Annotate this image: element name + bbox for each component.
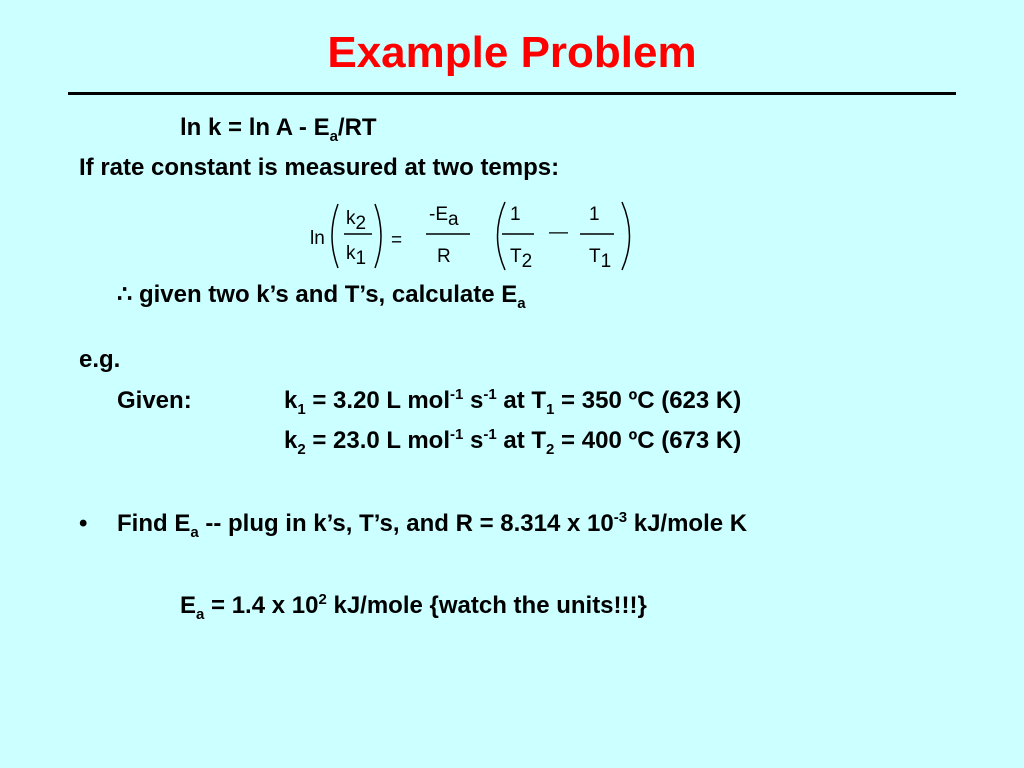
eq-k2: k2 [346, 208, 367, 234]
left-paren [332, 204, 338, 268]
eq-neg-ea: -Ea [429, 204, 459, 230]
therefore-statement [117, 280, 526, 312]
subscript: a [517, 295, 526, 312]
answer-line: $E_a = 1.4$ x $10^2$ kJ/mole {watch the units!!!} [180, 591, 647, 623]
two-point-arrhenius-equation [300, 198, 650, 278]
eq-k1: k1 [346, 243, 367, 269]
eg-label: e.g. [79, 346, 121, 373]
eq-subscript: a [329, 128, 338, 145]
therefore-icon: ∴ [117, 281, 133, 308]
therefore-text: given two k’s and T’s, calculate E [132, 281, 518, 308]
given-row-2: $k_2 = 23.0$ L mol$^{-1}$ $s^{-1}$ at $T_2 = 400$ ºC (673 K) [284, 426, 742, 458]
two-temps-statement: If rate constant is measured at two temps: [79, 154, 560, 181]
right-paren [622, 202, 630, 270]
slide-title: Example Problem [327, 28, 697, 77]
eq-minus: — [549, 222, 568, 243]
left-paren [498, 202, 506, 270]
eq-one: 1 [510, 204, 521, 225]
eq-part: /RT [337, 114, 377, 141]
eq-t1: T1 [589, 246, 612, 272]
title-divider [68, 92, 956, 95]
eq-one: 1 [589, 204, 600, 225]
given-row-1: $k_1 = 3.20$ L mol$^{-1}$ $s^{-1}$ at $T_1 = 350$ ºC (623 K) [284, 386, 742, 418]
given-label: Given: [117, 387, 192, 414]
eq-equals: = [391, 230, 403, 251]
find-ea-bullet: Find $E_a$ -- plug in k’s, T’s, and R = 8.314 x $10^{-3}$ kJ/mole K [117, 509, 748, 541]
eq-t2: T2 [510, 246, 533, 272]
eq-ln: ln [310, 228, 325, 249]
eq-r: R [437, 246, 451, 267]
arrhenius-equation [180, 114, 377, 145]
bullet-icon: • [79, 510, 88, 537]
right-paren [375, 204, 381, 268]
eq-part: ln k = ln A - E [180, 114, 330, 141]
